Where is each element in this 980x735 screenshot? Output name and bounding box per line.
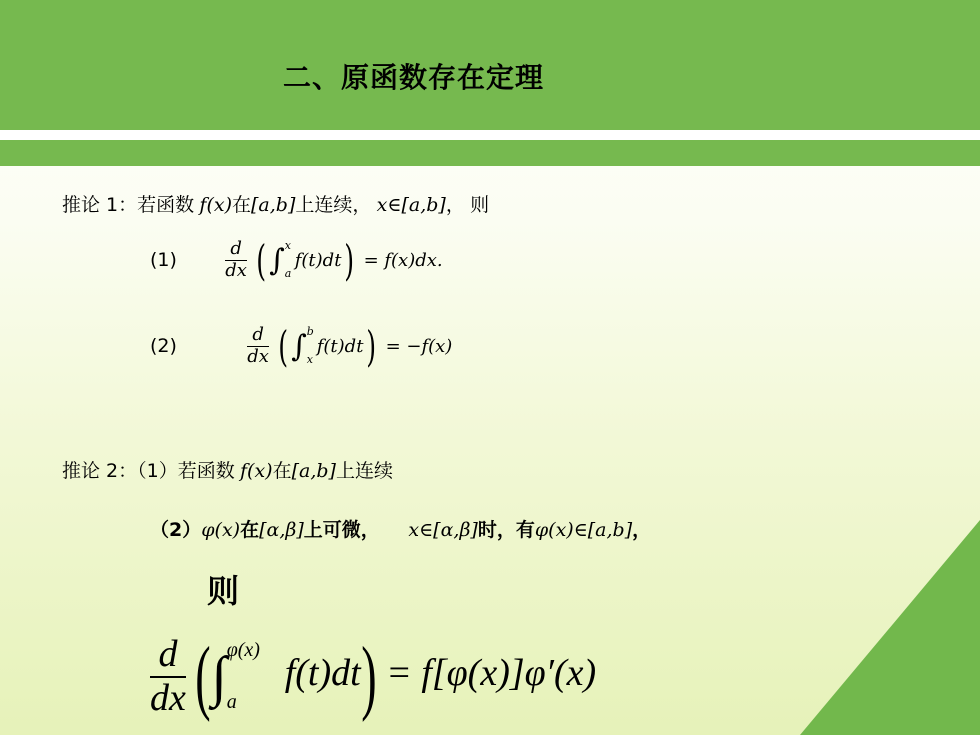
item1-rhs: = f(x)dx. <box>363 249 443 271</box>
main-dx: dx <box>150 676 186 719</box>
corollary1-item2 <box>150 322 452 371</box>
corollary1-statement <box>62 190 489 217</box>
corollary1-continuous: 上连续， <box>295 194 372 216</box>
item2-upper-limit: b <box>306 324 314 338</box>
item2-left-paren: ( <box>277 322 288 371</box>
corollary2-then: 则 <box>207 572 240 610</box>
item1-formula <box>225 236 443 285</box>
cond2-interval: [α,β] <box>259 519 304 541</box>
corollary1-then: 则 <box>470 194 490 216</box>
item1-derivative-fraction <box>225 240 247 281</box>
corollary1-comma: ， <box>445 194 465 216</box>
item1-right-paren: ) <box>344 236 355 285</box>
main-d: d <box>158 632 178 675</box>
main-right-paren: ) <box>360 630 377 723</box>
item2-dx: dx <box>247 346 269 367</box>
cond2-phi-range: φ(x)∈[a,b] <box>534 519 633 541</box>
item1-number: (1) <box>150 248 177 271</box>
main-formula <box>150 630 597 723</box>
corollary1-fx: f(x) <box>199 194 232 216</box>
corollary2-fx: f(x) <box>240 460 273 482</box>
corollary1-item1 <box>150 236 443 285</box>
item2-d: d <box>252 324 264 346</box>
main-integrand: f(t)dt <box>284 652 361 695</box>
item2-limits <box>306 324 317 367</box>
item2-lower-limit: x <box>306 352 313 366</box>
corollary2-continuous: 上连续 <box>335 460 393 482</box>
item2-formula <box>247 322 453 371</box>
main-left-paren: ( <box>195 630 212 723</box>
item1-integral-sign: ∫ <box>269 243 285 278</box>
corollary2-on: 在 <box>272 460 292 482</box>
item1-limits <box>284 238 295 281</box>
main-upper-limit: φ(x) <box>226 638 260 661</box>
corollary1-interval: [a,b] <box>251 194 296 216</box>
cond2-on: 在 <box>240 519 260 541</box>
corollary1-x-domain: x∈[a,b] <box>376 194 446 216</box>
cond2-when: 时，有 <box>477 519 535 541</box>
cond2-phi: φ(x) <box>201 519 241 541</box>
item2-number: (2) <box>150 334 177 357</box>
corollary2-main-formula <box>150 628 596 725</box>
corollary2-interval: [a,b] <box>291 460 336 482</box>
corollary2-label: 推论 2：（1）若函数 <box>62 460 235 482</box>
slide-title: 二、原函数存在定理 <box>283 61 545 94</box>
cond2-x-domain: x∈[α,β] <box>408 519 478 541</box>
cond2-number: （2） <box>150 519 202 541</box>
header-divider-white <box>0 130 980 140</box>
item2-rhs: = −f(x) <box>385 335 453 357</box>
cond2-differentiable: 上可微， <box>303 519 380 541</box>
corollary1-label: 推论 1：若函数 <box>62 194 195 216</box>
item1-lower-limit: a <box>284 266 292 280</box>
corollary2-statement <box>62 456 393 483</box>
corollary1-on: 在 <box>232 194 252 216</box>
item2-integrand: f(t)dt <box>316 335 364 357</box>
cond2-tail: ， <box>632 519 652 541</box>
item1-d: d <box>230 238 242 260</box>
main-limits <box>227 637 285 717</box>
item2-right-paren: ) <box>366 322 377 371</box>
item2-derivative-fraction <box>247 326 269 367</box>
item2-integral-sign: ∫ <box>291 329 307 364</box>
item1-integrand: f(t)dt <box>294 249 342 271</box>
item1-left-paren: ( <box>255 236 266 285</box>
main-rhs: = f[φ(x)]φ′(x) <box>386 652 597 695</box>
main-lower-limit: a <box>226 690 237 713</box>
item1-upper-limit: x <box>284 238 291 252</box>
main-derivative-fraction <box>150 632 186 719</box>
header-divider-green <box>0 140 980 166</box>
main-integral-sign: ∫ <box>211 645 227 708</box>
item1-dx: dx <box>225 260 247 281</box>
corollary2-condition2 <box>150 515 651 542</box>
